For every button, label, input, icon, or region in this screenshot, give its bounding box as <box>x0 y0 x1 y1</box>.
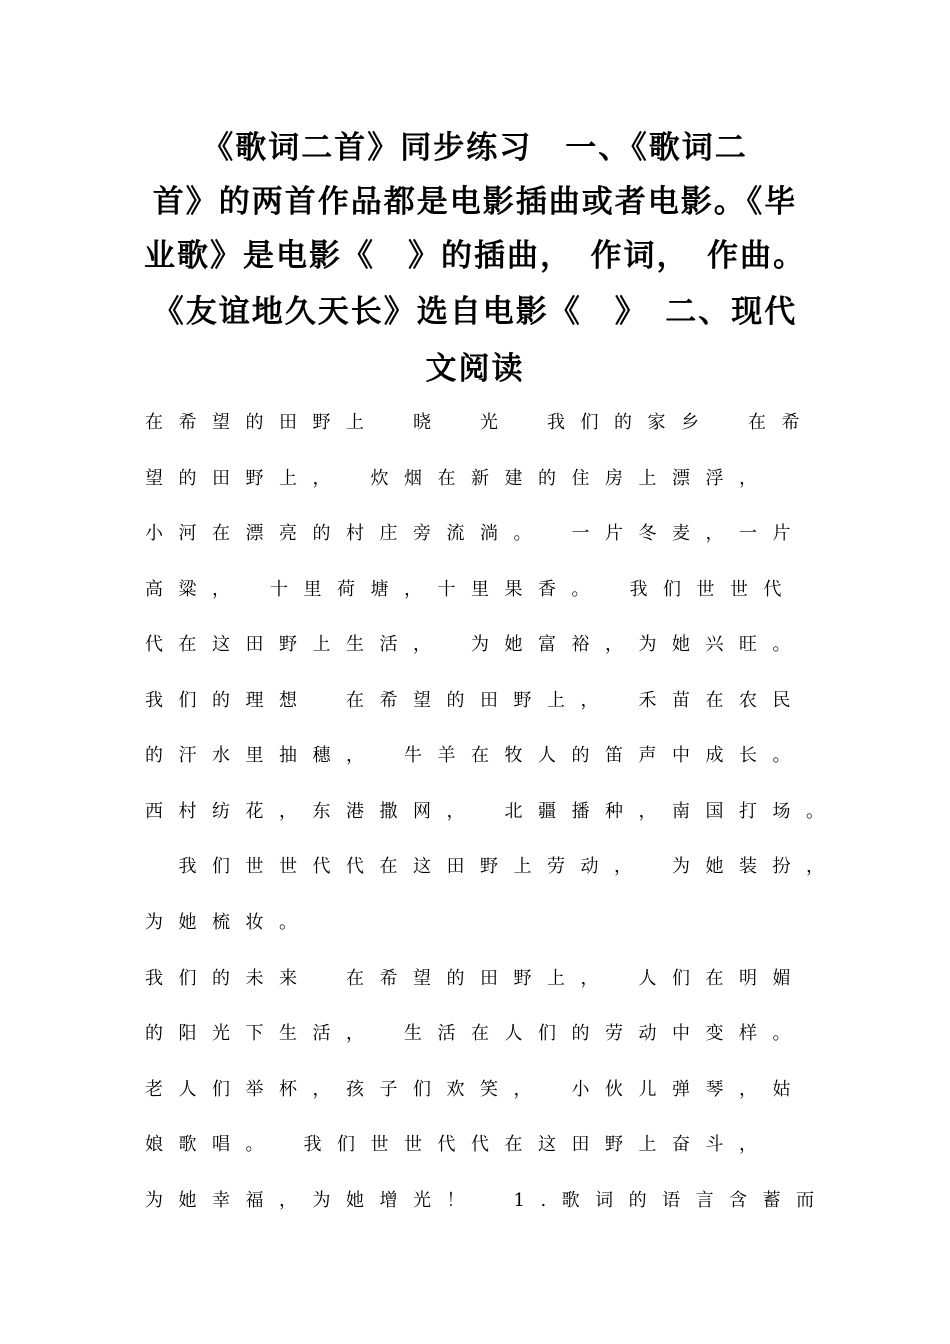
body-line-9: 我们世世代代在这田野上劳动， 为她装扮， <box>145 856 840 877</box>
body-line-8: 西村纺花，东港撒网， 北疆播种，南国打场。 <box>145 801 840 822</box>
heading-line-1: 《歌词二首》同步练习 一、《歌词二 <box>202 130 748 166</box>
body-line-11: 我们的未来 在希望的田野上， 人们在明媚 <box>145 968 806 989</box>
body-line-1: 在希望的田野上 晓 光 我们的家乡 在希 <box>145 412 815 433</box>
body-line-10: 为她梳妆。 <box>145 912 313 933</box>
body-line-15: 为她幸福，为她增光！ 1.歌词的语言含蓄而 <box>145 1190 830 1211</box>
heading-line-3: 业歌》是电影《 》的插曲， 作词， 作曲。 <box>144 238 806 274</box>
body-line-5: 代在这田野上生活， 为她富裕，为她兴旺。 <box>145 634 806 655</box>
heading-line-5: 文阅读 <box>425 351 525 387</box>
heading-line-2: 首》的两首作品都是电影插曲或者电影。《毕 <box>152 184 798 220</box>
body-line-6: 我们的理想 在希望的田野上， 禾苗在农民 <box>145 690 806 711</box>
body-line-4: 高粱， 十里荷塘，十里果香。 我们世世代 <box>145 579 797 600</box>
body-line-3: 小河在漂亮的村庄旁流淌。 一片冬麦，一片 <box>145 523 806 544</box>
heading-line-4: 《友谊地久天长》选自电影《 》 二、现代 <box>152 294 798 330</box>
body-line-7: 的汗水里抽穗， 牛羊在牧人的笛声中成长。 <box>145 745 806 766</box>
body-line-2: 望的田野上， 炊烟在新建的住房上漂浮， <box>145 468 773 489</box>
body-line-12: 的阳光下生活， 生活在人们的劳动中变样。 <box>145 1023 806 1044</box>
body-line-14: 娘歌唱。 我们世世代代在这田野上奋斗， <box>145 1134 773 1155</box>
body-line-13: 老人们举杯，孩子们欢笑， 小伙儿弹琴，姑 <box>145 1079 806 1100</box>
